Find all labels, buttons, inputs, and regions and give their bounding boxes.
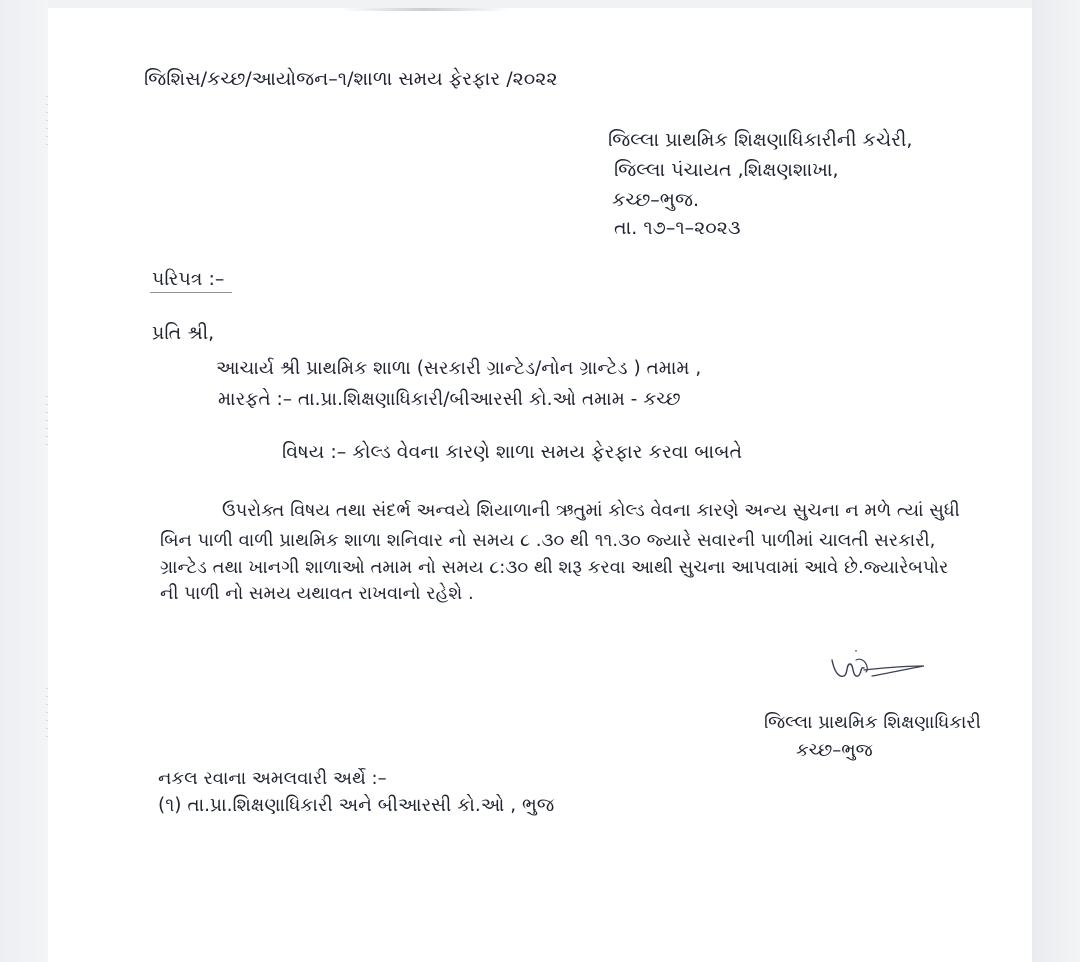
reference-number: જિશિસ/કચ્છ/આયોજન–૧/શાળા સમય ફેરફાર /૨૦૨૨ [144, 68, 558, 90]
document-page [48, 8, 1032, 962]
recipient-via-line: મારફતે :– તા.પ્રા.શિક્ષણાધિકારી/બીઆરસી કો.ઓ તમામ - કચ્છ [218, 389, 681, 410]
subject-line: વિષય :– કોલ્ડ વેવના કારણે શાળા સમય ફેરફાર કરવા બાબતે [282, 441, 743, 463]
recipient-line: આચાર્ય શ્રી પ્રાથમિક શાળા (સરકારી ગ્રાન્ટેડ/નોન ગ્રાન્ટેડ ) તમામ , [216, 358, 702, 379]
scan-smudge [340, 8, 510, 11]
signatory-title: જિલ્લા પ્રાથમિક શિક્ષણાધિકારી [764, 712, 981, 733]
scan-right-margin [1032, 0, 1080, 962]
office-location: કચ્છ–ભુજ. [612, 189, 699, 211]
signatory-place: કચ્છ–ભુજ [796, 740, 873, 761]
office-department: જિલ્લા પંચાયત ,શિક્ષણશાખા, [614, 159, 839, 181]
copy-to-heading: નકલ રવાના અમલવારી અર્થે :– [158, 768, 387, 789]
body-paragraph-line: ની પાળી નો સમય યથાવત રાખવાનો રહેશે . [160, 583, 474, 604]
body-paragraph-line: ગ્રાન્ટેડ તથા ખાનગી શાળાઓ તમામ નો સમય ૮:૩૦ થી શરૂ કરવા આથી સુચના આપવામાં આવે છે.જ્યારેબપોર [160, 557, 949, 578]
office-name: જિલ્લા પ્રાથમિક શિક્ષણાધિકારીની કચેરી, [608, 129, 913, 151]
body-paragraph-line: ઉપરોક્ત વિષય તથા સંદર્ભ અન્વયે શિયાળાની ઋતુમાં કોલ્ડ વેવના કારણે અન્ય સુચના ન મળે ત્યાં સુધી [222, 500, 960, 521]
salutation: પ્રતિ શ્રી, [152, 322, 215, 344]
body-paragraph-line: બિન પાળી વાળી પ્રાથમિક શાળા શનિવાર નો સમય ૮ .૩૦ થી ૧૧.૩૦ જ્યારે સવારની પાળીમાં ચાલતી સરકારી, [160, 530, 936, 551]
circular-heading: પરિપત્ર :– [152, 268, 225, 290]
scan-left-margin [0, 0, 48, 962]
handwritten-signature [824, 650, 928, 690]
heading-underline [150, 292, 232, 293]
document-date: તા. ૧૭–૧–૨૦૨૩ [614, 217, 741, 239]
copy-to-item: (૧) તા.પ્રા.શિક્ષણાધિકારી અને બીઆરસી કો.ઓ , ભુજ [158, 795, 555, 816]
